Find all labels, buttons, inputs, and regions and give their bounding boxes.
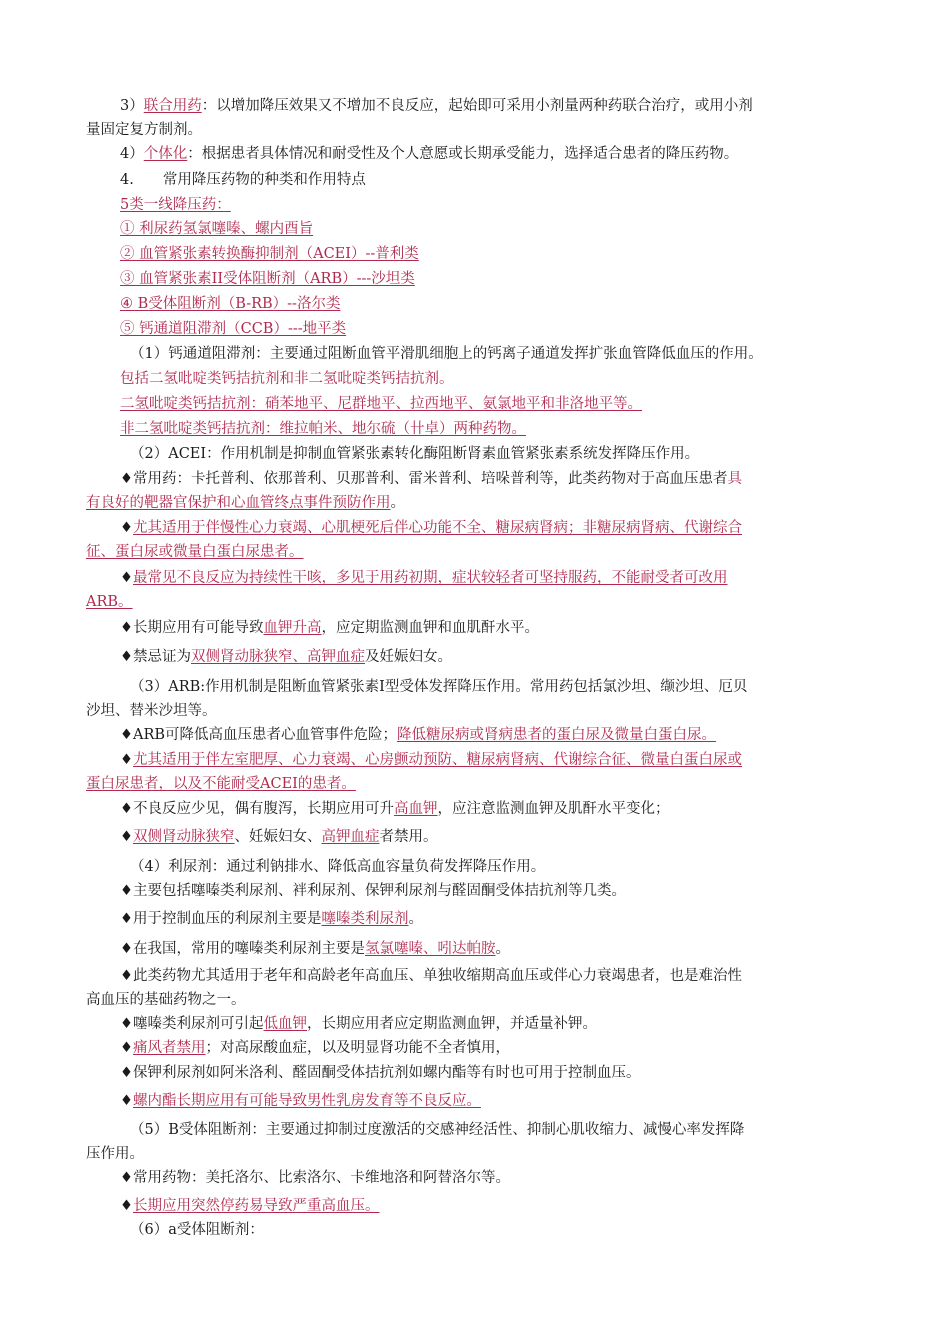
text-segment: ♦ — [120, 1093, 133, 1109]
text-segment: 二氢吡啶类钙拮抗剂：硝苯地平、尼群地平、拉西地平、氨氯地平和非洛地平等。 — [120, 396, 642, 412]
line-25 — [86, 700, 217, 722]
text-segment: ♦ — [120, 752, 133, 768]
text-segment: 高钾血症 — [321, 829, 380, 845]
text-segment: （5）B受体阻断剂：主要通过抑制过度激活的交感神经活性、抑制心肌收缩力、减慢心率发挥降 — [130, 1122, 745, 1138]
line-39 — [120, 1062, 641, 1084]
line-13 — [120, 393, 642, 415]
text-segment: 双侧肾动脉狭窄 — [133, 829, 235, 845]
text-segment: 氢氯噻嗪、吲达帕胺 — [365, 941, 496, 957]
text-segment: ③ 血管紧张素II受体阻断剂（ARB）---沙坦类 — [120, 271, 415, 287]
line-16 — [120, 468, 742, 490]
text-segment: 高血压的基础药物之一。 — [86, 992, 246, 1008]
text-segment: 5类一线降压药： — [120, 197, 231, 213]
text-segment: 包括二氢吡啶类钙拮抗剂和非二氢吡啶类钙拮抗剂。 — [120, 371, 454, 387]
text-segment: 沙坦、替米沙坦等。 — [86, 703, 217, 719]
text-segment: ♦ARB可降低高血压患者心血管事件危险； — [120, 727, 398, 743]
text-segment: 。 — [408, 911, 423, 927]
text-segment: ，应定期监测血钾和血肌酐水平。 — [321, 620, 539, 636]
line-18 — [120, 517, 742, 539]
line-6 — [120, 218, 313, 240]
text-segment: ；对高尿酸血症，以及明显肾功能不全者慎用， — [205, 1040, 510, 1056]
line-37 — [120, 1013, 597, 1035]
line-38 — [120, 1037, 510, 1059]
text-segment: 征、蛋白尿或微量白蛋白尿患者。 — [86, 544, 304, 560]
text-segment: 螺内酯长期应用有可能导致男性乳房发育等不良反应。 — [133, 1093, 481, 1109]
text-segment: 噻嗪类利尿剂 — [321, 911, 409, 927]
text-segment: ② 血管紧张素转换酶抑制剂（ACEI）--普利类 — [120, 246, 419, 262]
text-segment: 4） — [120, 146, 144, 162]
text-segment: ♦噻嗪类利尿剂可引起 — [120, 1016, 264, 1032]
line-23 — [120, 646, 452, 668]
line-32 — [120, 880, 626, 902]
text-segment: 具 — [727, 471, 742, 487]
line-28 — [86, 773, 356, 795]
text-segment: 量固定复方制剂。 — [86, 122, 202, 138]
text-segment: 及妊娠妇女。 — [365, 649, 452, 665]
text-segment: ♦常用药：卡托普利、依那普利、贝那普利、雷米普利、培哚普利等，此类药物对于高血压患者 — [120, 471, 728, 487]
text-segment: 痛风者禁用 — [133, 1040, 206, 1056]
text-segment: 4. 常用降压药物的种类和作用特点 — [120, 172, 366, 188]
line-44 — [120, 1195, 380, 1217]
line-40 — [120, 1090, 481, 1112]
line-4 — [120, 169, 366, 191]
line-22 — [120, 617, 539, 639]
line-41 — [130, 1119, 744, 1141]
line-19 — [86, 541, 304, 563]
text-segment: （6）a受体阻断剂： — [130, 1222, 264, 1238]
line-43 — [120, 1167, 510, 1189]
text-segment: 血钾升高 — [263, 620, 322, 636]
text-segment: 联合用药 — [143, 98, 202, 114]
text-segment: 长期应用突然停药易导致严重高血压。 — [133, 1198, 380, 1214]
text-segment: ARB。 — [86, 594, 133, 610]
text-segment: 。 — [390, 495, 405, 511]
line-26 — [120, 724, 716, 746]
text-segment: ：根据患者具体情况和耐受性及个人意愿或长期承受能力，选择适合患者的降压药物。 — [187, 146, 739, 162]
text-segment: 个体化 — [143, 146, 188, 162]
text-segment: ，长期应用者应定期监测血钾，并适量补钾。 — [307, 1016, 597, 1032]
text-segment: 者禁用。 — [379, 829, 438, 845]
line-45 — [130, 1219, 264, 1241]
text-segment: 最常见不良反应为持续性干咳，多见于用药初期，症状较轻者可坚持服药，不能耐受者可改用 — [133, 570, 728, 586]
text-segment: ♦在我国，常用的噻嗪类利尿剂主要是 — [120, 941, 365, 957]
text-segment: ④ B受体阻断剂（B-RB）--洛尔类 — [120, 296, 341, 312]
text-segment: 压作用。 — [86, 1146, 144, 1162]
text-segment: （4）利尿剂：通过利钠排水、降低高血容量负荷发挥降压作用。 — [130, 859, 546, 875]
text-segment: ⑤ 钙通道阻滞剂（CCB）---地平类 — [120, 321, 347, 337]
line-31 — [130, 856, 545, 878]
text-segment: 有良好的靶器官保护和心血管终点事件预防作用 — [86, 495, 391, 511]
text-segment: 低血钾 — [263, 1016, 307, 1032]
line-3 — [120, 143, 738, 165]
text-segment: 3） — [120, 98, 144, 114]
text-segment: ，应注意监测血钾及肌酐水平变化； — [437, 801, 670, 817]
text-segment: 非二氢吡啶类钙拮抗剂：维拉帕米、地尔硫（卄卓）两种药物。 — [120, 421, 526, 437]
text-segment: （2）ACEI：作用机制是抑制血管紧张素转化酶阻断肾素血管紧张素系统发挥降压作用。 — [130, 446, 700, 462]
text-segment: ♦此类药物尤其适用于老年和高龄老年高血压、单独收缩期高血压或伴心力衰竭患者，也是难治性 — [120, 968, 742, 984]
line-20 — [120, 567, 728, 589]
line-2 — [86, 119, 202, 141]
line-35 — [120, 965, 742, 987]
line-36 — [86, 989, 246, 1011]
text-segment: ♦ — [120, 570, 133, 586]
line-30 — [120, 826, 438, 848]
line-10 — [120, 318, 346, 340]
text-segment: ：以增加降压效果又不增加不良反应，起始即可采用小剂量两种药联合治疗，或用小剂 — [201, 98, 753, 114]
text-segment: ♦长期应用有可能导致 — [120, 620, 264, 636]
line-8 — [120, 268, 415, 290]
line-33 — [120, 908, 423, 930]
line-34 — [120, 938, 510, 960]
text-segment: 、妊娠妇女、 — [234, 829, 322, 845]
line-15 — [130, 443, 699, 465]
text-segment: ♦主要包括噻嗪类利尿剂、袢利尿剂、保钾利尿剂与醛固酮受体拮抗剂等几类。 — [120, 883, 626, 899]
line-17 — [86, 492, 405, 514]
line-11 — [130, 343, 763, 365]
text-segment: ♦ — [120, 829, 133, 845]
text-segment: ♦用于控制血压的利尿剂主要是 — [120, 911, 322, 927]
text-segment: 尤其适用于伴慢性心力衰竭、心肌梗死后伴心功能不全、糖尿病肾病；非糖尿病肾病、代谢综合 — [133, 520, 742, 536]
text-segment: 尤其适用于伴左室肥厚、心力衰竭、心房颤动预防、糖尿病肾病、代谢综合征、微量白蛋白尿或 — [133, 752, 742, 768]
text-segment: （1）钙通道阻滞剂：主要通过阻断血管平滑肌细胞上的钙离子通道发挥扩张血管降低血压的作用。 — [130, 346, 763, 362]
line-12 — [120, 368, 454, 390]
line-27 — [120, 749, 742, 771]
line-9 — [120, 293, 340, 315]
text-segment: ♦禁忌证为 — [120, 649, 191, 665]
text-segment: ① 利尿药氢氯噻嗪、螺内酉旨 — [120, 221, 314, 237]
text-segment: 。 — [495, 941, 510, 957]
line-42 — [86, 1143, 144, 1165]
text-segment: ♦常用药物：美托洛尔、比索洛尔、卡维地洛和阿替洛尔等。 — [120, 1170, 510, 1186]
line-7 — [120, 243, 419, 265]
text-segment: （3）ARB:作用机制是阻断血管紧张素I型受体发挥降压作用。常用药包括氯沙坦、缬沙坦、厄贝 — [130, 679, 748, 695]
text-segment: ♦不良反应少见，偶有腹泻，长期应用可升 — [120, 801, 394, 817]
text-segment: 高血钾 — [394, 801, 438, 817]
line-1 — [120, 95, 753, 117]
line-24 — [130, 676, 747, 698]
text-segment: ♦保钾利尿剂如阿米洛利、醛固酮受体拮抗剂如螺内酯等有时也可用于控制血压。 — [120, 1065, 641, 1081]
line-21 — [86, 591, 133, 613]
text-segment: ♦ — [120, 520, 133, 536]
line-29 — [120, 798, 670, 820]
text-segment: ♦ — [120, 1040, 133, 1056]
line-5 — [120, 194, 231, 216]
text-segment: ♦ — [120, 1198, 133, 1214]
text-segment: 蛋白尿患者，以及不能耐受ACEI的患者。 — [86, 776, 356, 792]
text-segment: 降低糖尿病或肾病患者的蛋白尿及微量白蛋白尿。 — [397, 727, 717, 743]
line-14 — [120, 418, 526, 440]
text-segment: 双侧肾动脉狭窄、高钾血症 — [191, 649, 365, 665]
